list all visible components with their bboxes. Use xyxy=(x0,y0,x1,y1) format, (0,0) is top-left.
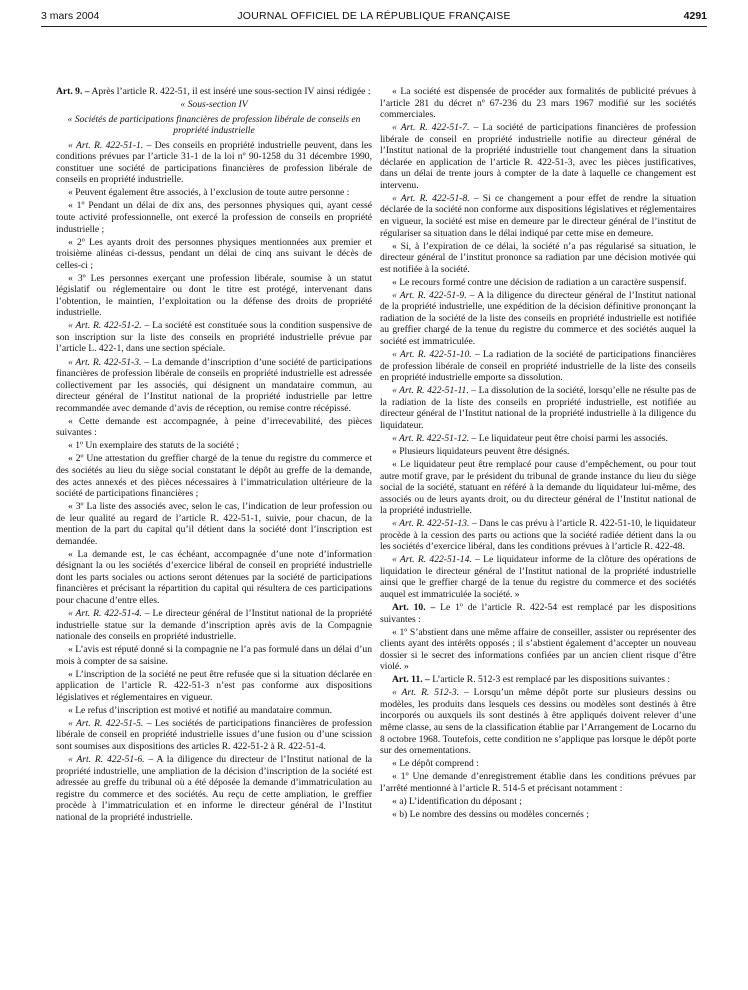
paragraph-text: « Le refus d’inscription est motivé et notifié au mandataire commun. xyxy=(68,704,333,716)
paragraph-text: – Le liquidateur informe de la clôture des opérations de liquidation le directeur général de l’Institut national de la propriété industrielle ainsi que le greffier chargé de la tenue du registre du commerce et des sociétés auquel est immatriculée la société. » xyxy=(380,554,696,600)
paragraph xyxy=(380,758,696,770)
article-label: Art. 9. – xyxy=(56,86,90,97)
heading-text: « Sociétés de participations financières de profession libérale de conseils en propriété industrielle xyxy=(67,113,361,137)
paragraph-text: « 1º S’abstient dans une même affaire de conseiller, assister ou représenter des clients ayant des intérêts opposés ; il s’abstient également d’accepter un nouveau dossier si le secret des informations confiées par un ancien client risque d’être violé. » xyxy=(380,626,696,673)
paragraph-text: – La radiation de la société de participations financières de profession libérale de conseil en propriété industrielle de la liste des conseils en propriété industrielle emporte sa dissolution. xyxy=(380,349,696,384)
heading-text: « Sous-section IV xyxy=(180,99,248,111)
article-label: Art. 10. – xyxy=(392,602,436,614)
paragraph-text: « Peuvent également être associés, à l’exclusion de toute autre personne : xyxy=(68,187,350,199)
paragraph xyxy=(56,140,372,186)
paragraph-text: « b) Le nombre des dessins ou modèles concernés ; xyxy=(392,808,589,820)
issue-date: 3 mars 2004 xyxy=(41,10,100,22)
paragraph-text: « 2º Une attestation du greffier chargé de la tenue du registre du commerce et des sociétés au lieu du siège social constatant le dépôt au greffe de la demande, des actes annexés et des pièces nécessaires à l’immatriculation ultérieure de la société de participations financières ; xyxy=(56,453,372,500)
article-reference: « Art. R. 422-51-7. xyxy=(392,122,470,134)
article-reference: « Art. R. 422-51-13. xyxy=(392,518,470,530)
paragraph-text: – Des conseils en propriété industrielle peuvent, dans les conditions prévues par l’article 31-1 de la loi nº 90-1258 du 31 décembre 1990, constituer une société de participations financières de profession libérale de conseils en propriété industrielle. xyxy=(56,139,372,186)
page-number: 4291 xyxy=(683,10,707,22)
paragraph xyxy=(56,669,372,704)
paragraph xyxy=(380,459,696,517)
paragraph-text: – La société est constituée sous la condition suspensive de son inscription sur la liste des conseils en propriété industrielle prévue par l’article L. 422-1, dans une section spéciale. xyxy=(56,320,372,355)
paragraph xyxy=(56,86,372,98)
paragraph-text: L’article R. 512-3 est remplacé par les dispositions suivantes : xyxy=(429,674,671,686)
paragraph-text: – Dans le cas prévu à l’article R. 422-51-10, le liquidateur procède à la cession des parts ou actions que la société radiée détient dans la ou les sociétés d’exercice libéral, dans les conditions prévues à l’article R. 422-48. xyxy=(380,518,696,553)
paragraph-text: – Les sociétés de participations financières de profession libérale de conseil en propriété industrielle issues d’une fusion ou d’une scission sont soumises aux dispositions des articles R. 422-51-2 à R. 422-51-4. xyxy=(56,717,372,753)
paragraph-text: – Le liquidateur peut être choisi parmi les associés. xyxy=(469,432,668,444)
article-reference: « Art. R. 422-51-1. xyxy=(68,139,144,151)
paragraph-text: – Le directeur général de l’Institut national de la propriété industrielle statue sur la demande d’inscription après avis de la Compagnie nationale des conseils en propriété industrielle. xyxy=(56,608,372,643)
paragraph-text: « La société est dispensée de procéder aux formalités de publicité prévues à l’article 281 du décret nº 67-236 du 23 mars 1967 modifié sur les sociétés commerciales. xyxy=(380,86,696,121)
article-reference: « Art. R. 422-51-11. xyxy=(392,385,469,397)
paragraph xyxy=(56,273,372,319)
paragraph-text: Le 1º de l’article R. 422-54 est remplacé par les dispositions suivantes : xyxy=(380,602,696,625)
paragraph xyxy=(380,86,696,121)
paragraph-text: Après l’article R. 422-51, il est inséré une sous-section IV ainsi rédigée : xyxy=(89,86,371,97)
paragraph xyxy=(380,446,696,458)
paragraph xyxy=(380,518,696,553)
left-column xyxy=(56,86,372,825)
paragraph xyxy=(56,200,372,235)
paragraph-text: – A la diligence du directeur de l’Institut national de la propriété industrielle, une ampliation de la décision d’inscription de la société est adressée au greffe du tribunal où a été déposée la demande d’immatriculation au registre du commerce et des sociétés. Au reçu de cette ampliation, le greffier procède à l’immatriculation et en informe le directeur général de l’Institut national de la propriété industrielle. xyxy=(56,754,372,823)
paragraph xyxy=(56,754,372,823)
article-reference: « Art. R. 422-51-5. xyxy=(68,717,144,729)
paragraph xyxy=(56,453,372,499)
paragraph xyxy=(380,554,696,600)
article-reference: « Art. R. 422-51-8. xyxy=(392,192,470,204)
paragraph-text: « L’avis est réputé donné si la compagnie ne l’a pas formulé dans un délai d’un mois à compter de sa saisine. xyxy=(56,644,372,667)
paragraph-text: « Si, à l’expiration de ce délai, la société n’a pas régularisé sa situation, le directeur général de l’institut prononce sa radiation par une décision motivée qui est notifiée à la société. xyxy=(380,240,696,275)
paragraph-text: « Le recours formé contre une décision de radiation a un caractère suspensif. xyxy=(392,276,687,288)
paragraph xyxy=(56,440,372,452)
article-reference: « Art. R. 422-51-2. xyxy=(68,320,142,332)
paragraph xyxy=(56,187,372,199)
paragraph-text: « 1º Pendant un délai de dix ans, des personnes physiques qui, ayant cessé toute activité professionnelle, ont exercé la profession de conseils en propriété industrielle ; xyxy=(56,200,372,235)
paragraph xyxy=(380,796,696,808)
paragraph xyxy=(56,320,372,355)
article-label: Art. 11. – xyxy=(392,674,430,686)
paragraph-text: – Lorsqu’un même dépôt porte sur plusieurs dessins ou modèles, les produits dans lesquels ces dessins ou modèles sont destinés à être incorporés ou auxquels ils sont destinés à être appliqués doivent relever d’une même classe, au sens de la classification établie par l’Arrangement de Locarno du 8 octobre 1968. Toutefois, cette condition ne s’applique pas lorsque le dépôt porte sur des ornementations. xyxy=(380,687,696,757)
paragraph xyxy=(380,349,696,384)
paragraph xyxy=(56,608,372,643)
article-reference: « Art. R. 422-51-9. xyxy=(392,289,467,301)
paragraph xyxy=(380,122,696,191)
paragraph xyxy=(56,644,372,667)
right-column xyxy=(380,86,696,822)
paragraph xyxy=(56,705,372,717)
article-reference: « Art. R. 422-51-10. xyxy=(392,349,472,361)
page-header xyxy=(41,10,707,26)
paragraph xyxy=(56,237,372,272)
paragraph-text: « Le dépôt comprend : xyxy=(392,758,479,770)
article-reference: « Art. R. 422-51-14. xyxy=(392,554,472,566)
paragraph-text: « 3º La liste des associés avec, selon le cas, l’indication de leur profession ou de leur qualité au regard de l’article R. 422-51-1, suivie, pour chacun, de la mention de la part du capital qu’il détient dans la société dont l’inscription est demandée. xyxy=(56,501,372,547)
paragraph-text: – La demande d’inscription d’une société de participations financières de profession libérale de conseils en propriété industrielle est adressée collectivement par les associés, qui désignent un mandataire commun, au directeur général de l’Institut national de la propriété industrielle par lettre recommandée avec demande d’avis de réception, ou remise contre récépissé. xyxy=(56,356,372,414)
paragraph xyxy=(380,771,696,794)
paragraph-text: « L’inscription de la société ne peut être refusée que si la situation déclarée en application de l’article R. 422-51-3 n’est pas conforme aux dispositions législatives et réglementaires en vigueur. xyxy=(56,668,372,703)
header-rule xyxy=(41,26,707,27)
paragraph xyxy=(380,809,696,821)
paragraph xyxy=(380,687,696,756)
paragraph-text: « 1º Un exemplaire des statuts de la société ; xyxy=(68,440,240,452)
paragraph xyxy=(380,385,696,431)
paragraph-text: « 1º Une demande d’enregistrement établie dans les conditions prévues par l’arrêté mentionné à l’article R. 514-5 et précisant notamment : xyxy=(380,771,696,794)
paragraph xyxy=(56,718,372,753)
paragraph xyxy=(380,433,696,445)
article-reference: « Art. R. 512-3. xyxy=(392,687,460,699)
paragraph-text: « Plusieurs liquidateurs peuvent être désignés. xyxy=(392,445,570,457)
paragraph xyxy=(56,549,372,607)
paragraph-text: « 2º Les ayants droit des personnes physiques mentionnées aux premier et troisième alinéas ci-dessus, pendant un délai de cinq ans suivant le décès de celles-ci ; xyxy=(56,236,372,271)
section-heading xyxy=(56,114,372,137)
article-reference: « Art. R. 422-51-6. xyxy=(68,754,145,766)
journal-title: JOURNAL OFFICIEL DE LA RÉPUBLIQUE FRANÇAISE xyxy=(237,10,511,22)
article-reference: « Art. R. 422-51-4. xyxy=(68,608,142,620)
paragraph-text: « Le liquidateur peut être remplacé pour cause d’empêchement, ou pour tout autre motif grave, par le président du tribunal de grande instance du lieu du siège social de la société, statuant en référé à la demande du liquidateur lui-même, des associés ou de leurs ayants droit, ou du directeur général de l’Institut national de la propriété industrielle. xyxy=(380,458,696,517)
paragraph-text: – Si ce changement a pour effet de rendre la situation déclarée de la société non conforme aux dispositions législatives et réglementaires en vigueur, la société est mise en demeure par le directeur général de l’institut de régulariser sa situation dans le délai indiqué par cette mise en demeure. xyxy=(380,192,696,239)
paragraph-text: « La demande est, le cas échéant, accompagnée d’une note d’information désignant la ou les sociétés d’exercice libéral de conseil en propriété industrielle dont les parts sociales ou actions seront détenues par la société de participations financières et précisant la répartition du capital qui résultera de ces participations pour chacune d’entre elles. xyxy=(56,548,372,606)
paragraph xyxy=(56,416,372,439)
paragraph xyxy=(380,193,696,239)
paragraph-text: – La société de participations financières de profession libérale de conseil en propriété industrielle notifie au directeur général de l’Institut national de la propriété industrielle tout changement dans la situation déclarée en application de l’article R. 422-51-3, avec les pièces justificatives, dans un délai de trente jours à compter de la date à laquelle ce changement est intervenu. xyxy=(380,122,696,191)
paragraph xyxy=(380,241,696,276)
paragraph xyxy=(56,501,372,547)
paragraph-text: – A la diligence du directeur général de l’Institut national de la propriété industrielle, une expédition de la décision définitive prononçant la radiation de la société de la liste des conseils en propriété industrielle est notifiée au greffier chargé de la tenue du registre du commerce et des sociétés auquel la société est immatriculée. xyxy=(380,289,696,347)
paragraph-text: « a) L’identification du déposant ; xyxy=(392,795,522,807)
paragraph xyxy=(56,357,372,415)
paragraph-text: « 3º Les personnes exerçant une profession libérale, soumise à un statut législatif ou réglementaire ou dont le titre est protégé, intervenant dans l’obtention, le maintien, l’exploitation ou la défense des droits de propriété industrielle. xyxy=(56,272,372,319)
paragraph-text: « Cette demande est accompagnée, à peine d’irrecevabilité, des pièces suivantes : xyxy=(56,415,372,439)
paragraph xyxy=(380,674,696,686)
paragraph-text: – La dissolution de la société, lorsqu’elle ne résulte pas de la radiation de la liste des conseils en propriété industrielle, est notifiée au directeur général de l’Institut national de la propriété industrielle à la diligence du liquidateur. xyxy=(380,385,697,431)
article-reference: « Art. R. 422-51-3. xyxy=(68,356,142,368)
paragraph xyxy=(380,290,696,348)
article-reference: « Art. R. 422-51-12. xyxy=(392,432,470,444)
paragraph xyxy=(380,277,696,289)
paragraph xyxy=(380,602,696,625)
section-heading xyxy=(56,99,372,111)
paragraph xyxy=(380,627,696,673)
